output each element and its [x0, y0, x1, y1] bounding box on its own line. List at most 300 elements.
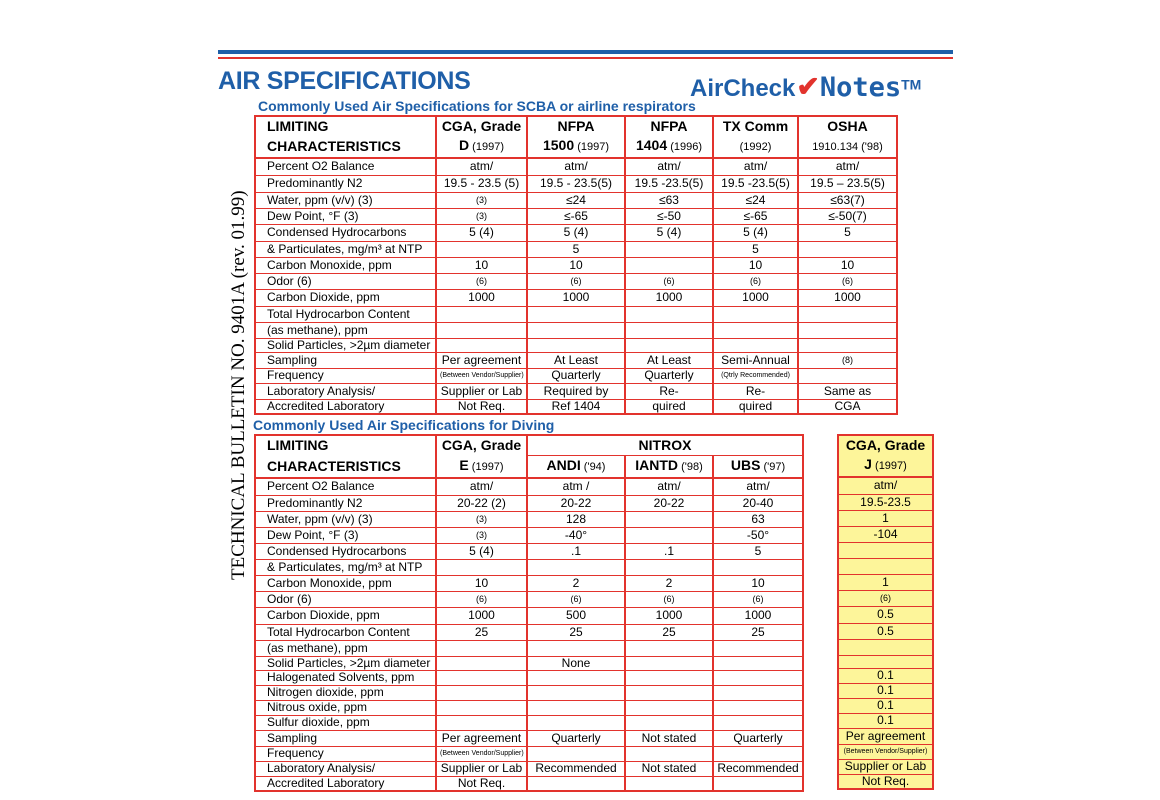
table-cell — [527, 670, 625, 685]
table-cell — [713, 338, 798, 352]
row-label: Solid Particles, >2µm diameter — [255, 338, 436, 352]
row-label: Water, ppm (v/v) (3) — [255, 192, 436, 208]
table-row — [255, 776, 803, 791]
table-cell — [713, 700, 803, 715]
table-row — [255, 208, 897, 224]
table-cell: (6) — [838, 590, 933, 606]
table-cell: 19.5 - 23.5 (5) — [436, 175, 527, 192]
table-row — [255, 289, 897, 306]
row-label: Laboratory Analysis/ — [255, 383, 436, 399]
table-row — [838, 558, 933, 574]
table-cell: atm/ — [625, 158, 713, 175]
table-cell: (6) — [527, 273, 625, 289]
table-row — [255, 607, 803, 624]
table-cell — [436, 685, 527, 700]
table-cell: (6) — [527, 591, 625, 607]
table-cell: 19.5-23.5 — [838, 494, 933, 510]
table-cell: Ref 1404 — [527, 399, 625, 414]
table-row — [838, 510, 933, 526]
table-row — [838, 759, 933, 774]
table-cell — [625, 257, 713, 273]
table-cell: 25 — [625, 624, 713, 640]
header-rule-blue — [218, 50, 953, 54]
table-cell — [625, 776, 713, 791]
table-cell: Recommended — [527, 761, 625, 776]
table-cell: 2 — [527, 575, 625, 591]
table-cell — [436, 670, 527, 685]
table-cell — [625, 306, 713, 322]
table-cell: Per agreement — [436, 730, 527, 746]
table-cell — [527, 306, 625, 322]
table-cell: (8) — [798, 352, 897, 368]
table-cell: 25 — [527, 624, 625, 640]
table-cell — [838, 639, 933, 655]
table-cell: atm/ — [527, 158, 625, 175]
table-cell: (3) — [436, 527, 527, 543]
row-label: Sulfur dioxide, ppm — [255, 715, 436, 730]
table-cell — [713, 306, 798, 322]
table-cell: Not Req. — [436, 399, 527, 414]
table-cell: Not Req. — [436, 776, 527, 791]
table-cell: (6) — [713, 591, 803, 607]
table-row — [838, 713, 933, 728]
table-cell: 1000 — [798, 289, 897, 306]
table-row — [255, 640, 803, 656]
column-header-cga-j-year-bold: J — [864, 456, 872, 472]
scba-spec-table — [254, 115, 898, 415]
nitrox-column-header — [713, 456, 803, 479]
table-cell — [527, 640, 625, 656]
table-cell: Per agreement — [838, 728, 933, 744]
table-cell: 19.5 -23.5(5) — [625, 175, 713, 192]
table-cell: Semi-Annual — [713, 352, 798, 368]
table-row — [255, 338, 897, 352]
column-header-year — [436, 136, 527, 158]
page-title: AIR SPECIFICATIONS — [218, 67, 471, 95]
table-cell: At Least — [527, 352, 625, 368]
column-header-year-year: (1997) — [574, 141, 609, 153]
table-cell — [527, 338, 625, 352]
table-row — [255, 224, 897, 241]
column-header: TX Comm — [713, 116, 798, 136]
table-cell — [713, 559, 803, 575]
table-row — [838, 623, 933, 639]
table-cell: atm/ — [838, 477, 933, 494]
section1-heading: Commonly Used Air Specifications for SCBA or airline respirators — [258, 98, 696, 114]
table-cell: 0.5 — [838, 623, 933, 639]
column-header-year — [527, 136, 625, 158]
table-cell: 1000 — [713, 289, 798, 306]
table-cell: atm / — [527, 478, 625, 495]
table-cell: ≤-50(7) — [798, 208, 897, 224]
table-cell: 19.5 - 23.5(5) — [527, 175, 625, 192]
row-label: Total Hydrocarbon Content — [255, 306, 436, 322]
table-cell: CGA — [798, 399, 897, 414]
table-row — [255, 746, 803, 761]
table-row — [255, 192, 897, 208]
check-icon: ✔ — [796, 71, 820, 102]
table-cell: atm/ — [436, 158, 527, 175]
table-cell — [436, 656, 527, 670]
column-header-year — [625, 136, 713, 158]
table-cell — [625, 656, 713, 670]
table-cell: Quarterly — [527, 730, 625, 746]
table-cell: (6) — [798, 273, 897, 289]
table-cell — [713, 746, 803, 761]
table-cell: 5 (4) — [436, 543, 527, 559]
table-row — [838, 698, 933, 713]
table-cell: 0.1 — [838, 713, 933, 728]
diving-spec-table — [254, 434, 804, 792]
table-row — [838, 655, 933, 668]
table-row — [255, 399, 897, 414]
table-cell — [798, 368, 897, 383]
table-cell: 1000 — [625, 289, 713, 306]
brand-logo — [690, 70, 921, 103]
table-cell — [625, 670, 713, 685]
table-cell: ≤-50 — [625, 208, 713, 224]
table-cell: atm/ — [625, 478, 713, 495]
table-cell — [798, 322, 897, 338]
table-cell — [625, 559, 713, 575]
row-label: Accredited Laboratory — [255, 399, 436, 414]
row-label: Dew Point, °F (3) — [255, 208, 436, 224]
table-row — [255, 761, 803, 776]
table-cell: 10 — [798, 257, 897, 273]
table-cell: Recommended — [713, 761, 803, 776]
table-cell: Not stated — [625, 761, 713, 776]
column-header-year-bold: 1404 — [635, 137, 668, 153]
table-cell — [625, 241, 713, 257]
row-label: Odor (6) — [255, 273, 436, 289]
table-cell: Supplier or Lab — [436, 383, 527, 399]
table-cell: (Between Vendor/Supplier) — [838, 744, 933, 759]
table-cell — [527, 559, 625, 575]
table-cell: 0.5 — [838, 606, 933, 623]
table-cell: ≤24 — [713, 192, 798, 208]
table-cell: ≤-65 — [713, 208, 798, 224]
row-label: (as methane), ppm — [255, 322, 436, 338]
row-label: Nitrous oxide, ppm — [255, 700, 436, 715]
table-row — [838, 477, 933, 494]
nitrox-group-header: NITROX — [527, 435, 803, 456]
table-cell: quired — [713, 399, 798, 414]
table-cell: Same as — [798, 383, 897, 399]
nitrox-column-header — [527, 456, 625, 479]
table-cell: .1 — [527, 543, 625, 559]
table-cell — [713, 715, 803, 730]
nitrox-column-header-year: ('98) — [678, 461, 703, 473]
table-cell: (3) — [436, 511, 527, 527]
table-cell: 5 (4) — [713, 224, 798, 241]
table-cell: 1000 — [625, 607, 713, 624]
table-cell: 5 — [527, 241, 625, 257]
table-cell — [625, 527, 713, 543]
table-cell: (6) — [436, 273, 527, 289]
header-rule-red — [218, 57, 953, 59]
brand-main: AirCheck — [690, 75, 796, 102]
table-row — [255, 273, 897, 289]
table-cell: ≤-65 — [527, 208, 625, 224]
grade-j-table — [837, 434, 934, 790]
table-cell: -104 — [838, 526, 933, 542]
table-row — [255, 368, 897, 383]
table-cell: 25 — [436, 624, 527, 640]
table-cell — [838, 558, 933, 574]
table-cell — [436, 715, 527, 730]
table-cell: quired — [625, 399, 713, 414]
table-cell: (6) — [625, 591, 713, 607]
table-cell: Re- — [625, 383, 713, 399]
table-cell: ≤63 — [625, 192, 713, 208]
table-cell — [625, 511, 713, 527]
row-label: Predominantly N2 — [255, 495, 436, 511]
column-header: OSHA — [798, 116, 897, 136]
row-label: Sampling — [255, 352, 436, 368]
table-cell: Not stated — [625, 730, 713, 746]
table-cell: 5 (4) — [625, 224, 713, 241]
column-header-characteristics-2: CHARACTERISTICS — [255, 456, 436, 479]
brand-notes: Notes — [819, 72, 902, 103]
nitrox-column-header-bold: UBS — [730, 457, 761, 473]
row-label: Water, ppm (v/v) (3) — [255, 511, 436, 527]
table-row — [255, 730, 803, 746]
row-label: Carbon Monoxide, ppm — [255, 575, 436, 591]
row-label: Solid Particles, >2µm diameter — [255, 656, 436, 670]
section2-heading: Commonly Used Air Specifications for Diving — [253, 417, 555, 433]
nitrox-column-header-year: ('97) — [760, 461, 786, 473]
table-row — [838, 744, 933, 759]
table-cell: (6) — [436, 591, 527, 607]
table-row — [838, 683, 933, 698]
nitrox-column-header-bold: IANTD — [635, 457, 679, 473]
row-label: Carbon Dioxide, ppm — [255, 607, 436, 624]
column-header: CGA, Grade — [436, 116, 527, 136]
row-label: Carbon Monoxide, ppm — [255, 257, 436, 273]
table-row — [255, 591, 803, 607]
table-row — [255, 527, 803, 543]
table-row — [255, 700, 803, 715]
table-row — [255, 656, 803, 670]
table-cell: (6) — [713, 273, 798, 289]
table-cell: -40° — [527, 527, 625, 543]
table-cell: At Least — [625, 352, 713, 368]
table-cell: atm/ — [713, 478, 803, 495]
table-cell: Supplier or Lab — [838, 759, 933, 774]
table-row — [838, 668, 933, 683]
table-cell: 20-40 — [713, 495, 803, 511]
table-cell — [625, 338, 713, 352]
table-row — [255, 352, 897, 368]
bulletin-side-text: TECHNICAL BULLETIN NO. 9401A (rev. 01.99) — [228, 190, 249, 580]
table-row — [255, 306, 897, 322]
table-cell: atm/ — [798, 158, 897, 175]
table-cell — [625, 640, 713, 656]
table-cell: 500 — [527, 607, 625, 624]
table-cell — [436, 306, 527, 322]
row-label: Predominantly N2 — [255, 175, 436, 192]
table-cell: 5 (4) — [436, 224, 527, 241]
table-row — [255, 257, 897, 273]
table-cell — [527, 776, 625, 791]
column-header-characteristics-2: CHARACTERISTICS — [255, 136, 436, 158]
table-cell: (3) — [436, 192, 527, 208]
table-cell — [625, 700, 713, 715]
table-cell — [527, 685, 625, 700]
table-row — [255, 715, 803, 730]
table-cell: 5 — [798, 224, 897, 241]
table-cell — [625, 746, 713, 761]
table-cell — [527, 715, 625, 730]
table-row — [838, 574, 933, 590]
row-label: Dew Point, °F (3) — [255, 527, 436, 543]
table-cell: atm/ — [436, 478, 527, 495]
column-header-year-year: (1996) — [667, 141, 702, 153]
table-row — [255, 322, 897, 338]
column-header: NFPA — [527, 116, 625, 136]
table-row — [255, 543, 803, 559]
table-cell — [713, 776, 803, 791]
table-cell: 20-22 — [527, 495, 625, 511]
row-label: Odor (6) — [255, 591, 436, 607]
nitrox-column-header — [625, 456, 713, 479]
column-header-characteristics: LIMITING — [255, 116, 436, 136]
column-header-characteristics: LIMITING — [255, 435, 436, 456]
row-label: Percent O2 Balance — [255, 478, 436, 495]
row-label: & Particulates, mg/m³ at NTP — [255, 241, 436, 257]
row-label: Laboratory Analysis/ — [255, 761, 436, 776]
table-row — [255, 495, 803, 511]
row-label: Total Hydrocarbon Content — [255, 624, 436, 640]
table-cell — [798, 241, 897, 257]
row-label: (as methane), ppm — [255, 640, 436, 656]
table-cell — [798, 338, 897, 352]
column-header-year-year: (1992) — [739, 141, 772, 153]
table-cell: 128 — [527, 511, 625, 527]
table-cell: 20-22 (2) — [436, 495, 527, 511]
table-cell: (Between Vendor/Supplier) — [436, 746, 527, 761]
table-cell — [436, 322, 527, 338]
table-cell: (3) — [436, 208, 527, 224]
table-cell: Quarterly — [527, 368, 625, 383]
row-label: Sampling — [255, 730, 436, 746]
row-label: Carbon Dioxide, ppm — [255, 289, 436, 306]
table-row — [838, 494, 933, 510]
table-cell — [713, 670, 803, 685]
table-cell: Quarterly — [713, 730, 803, 746]
table-cell: 0.1 — [838, 668, 933, 683]
table-cell: 63 — [713, 511, 803, 527]
table-cell: Quarterly — [625, 368, 713, 383]
table-cell: 25 — [713, 624, 803, 640]
table-cell: Required by — [527, 383, 625, 399]
table-cell — [527, 700, 625, 715]
table-cell: 2 — [625, 575, 713, 591]
table-cell — [436, 338, 527, 352]
table-cell: 1000 — [436, 607, 527, 624]
table-row — [255, 624, 803, 640]
table-cell: 10 — [436, 575, 527, 591]
table-cell: Re- — [713, 383, 798, 399]
table-row — [838, 590, 933, 606]
table-cell: (Between Vendor/Supplier) — [436, 368, 527, 383]
table-row — [838, 526, 933, 542]
table-cell: 19.5 – 23.5(5) — [798, 175, 897, 192]
table-cell — [436, 559, 527, 575]
table-row — [838, 774, 933, 789]
table-cell — [713, 656, 803, 670]
table-row — [838, 606, 933, 623]
table-cell: 10 — [713, 575, 803, 591]
column-header-cga-j-year — [838, 455, 933, 477]
table-cell — [838, 655, 933, 668]
column-header-year — [798, 136, 897, 158]
table-cell: (6) — [625, 273, 713, 289]
table-row — [255, 175, 897, 192]
column-header-cga-j: CGA, Grade — [838, 435, 933, 455]
table-row — [255, 575, 803, 591]
table-cell: 5 (4) — [527, 224, 625, 241]
row-label: Frequency — [255, 746, 436, 761]
table-cell: Per agreement — [436, 352, 527, 368]
table-cell: ≤63(7) — [798, 192, 897, 208]
table-cell: Supplier or Lab — [436, 761, 527, 776]
table-cell — [436, 640, 527, 656]
column-header: NFPA — [625, 116, 713, 136]
table-cell — [713, 322, 798, 338]
table-cell — [838, 542, 933, 558]
table-cell — [527, 322, 625, 338]
table-cell — [625, 322, 713, 338]
table-row — [255, 478, 803, 495]
table-cell — [798, 306, 897, 322]
row-label: Halogenated Solvents, ppm — [255, 670, 436, 685]
row-label: & Particulates, mg/m³ at NTP — [255, 559, 436, 575]
table-cell: 5 — [713, 241, 798, 257]
table-cell — [625, 685, 713, 700]
table-cell: Not Req. — [838, 774, 933, 789]
nitrox-column-header-year: ('94) — [580, 461, 606, 473]
table-cell: 20-22 — [625, 495, 713, 511]
table-row — [255, 158, 897, 175]
table-cell: ≤24 — [527, 192, 625, 208]
table-cell: 1 — [838, 574, 933, 590]
table-row — [838, 639, 933, 655]
table-cell: 5 — [713, 543, 803, 559]
table-row — [255, 670, 803, 685]
column-header-cga-e-year — [436, 456, 527, 479]
table-row — [255, 559, 803, 575]
brand-trademark: TM — [901, 76, 922, 93]
table-cell: 19.5 -23.5(5) — [713, 175, 798, 192]
column-header-year-bold: 1500 — [542, 137, 575, 153]
row-label: Nitrogen dioxide, ppm — [255, 685, 436, 700]
column-header-cga-j-year-year: (1997) — [871, 460, 907, 472]
row-label: Percent O2 Balance — [255, 158, 436, 175]
table-row — [838, 542, 933, 558]
table-cell: .1 — [625, 543, 713, 559]
table-cell: 10 — [527, 257, 625, 273]
column-header-cga-e-year-year: (1997) — [468, 460, 504, 473]
table-row — [255, 241, 897, 257]
table-cell: 0.1 — [838, 683, 933, 698]
table-row — [838, 728, 933, 744]
table-row — [255, 685, 803, 700]
column-header-cga-e-year-bold: E — [459, 456, 469, 473]
table-cell: 1000 — [436, 289, 527, 306]
table-cell: -50° — [713, 527, 803, 543]
table-row — [255, 383, 897, 399]
